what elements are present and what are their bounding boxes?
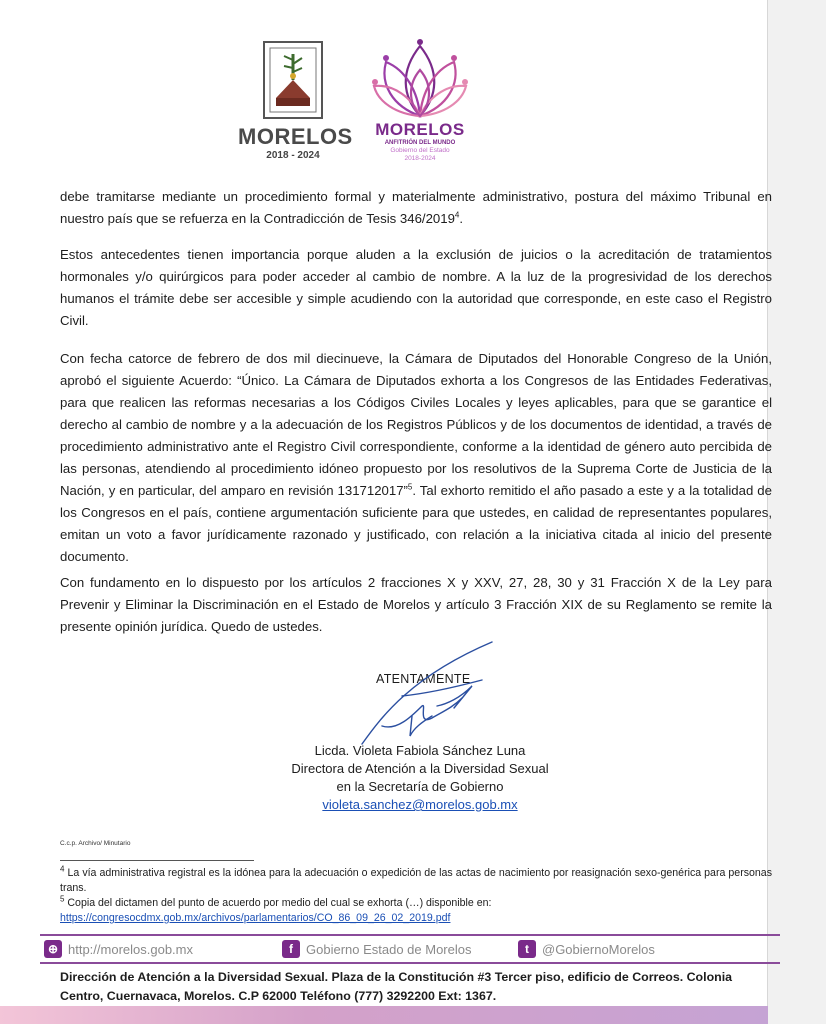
morelos-logo-years: 2018 - 2024 xyxy=(266,150,320,161)
footnote-5 xyxy=(60,896,772,926)
contact-facebook-text: Gobierno Estado de Morelos xyxy=(306,941,472,957)
globe-icon: ⊕ xyxy=(44,940,62,958)
paragraph-4 xyxy=(60,572,772,638)
anfitrion-gov-line: Gobierno del Estado xyxy=(390,147,450,154)
signer-title: Directora de Atención a la Diversidad Sexual xyxy=(291,761,549,776)
contact-facebook[interactable] xyxy=(282,940,471,958)
morelos-logo-text: MORELOS xyxy=(238,124,353,149)
signature-block xyxy=(270,742,570,814)
paragraph-2 xyxy=(60,244,772,332)
footnote-5-link[interactable]: https://congresocdmx.gob.mx/archivos/parlamentarios/CO_86_09_26_02_2019.pdf xyxy=(60,912,451,924)
signer-dept: en la Secretaría de Gobierno xyxy=(336,779,504,794)
paragraph-3-end: . Tal exhorto remitido el año pasado a este y a la totalidad de los Congresos en el país, contiene argumentación suficiente para que ustedes, en calidad de representantes populares, emitan un voto a favor jurídicamente razonado y justificado, con relación a la iniciativa citada al inicio del presente documento. xyxy=(60,483,772,564)
paragraph-2-text: Estos antecedentes tienen importancia porque aluden a la exclusión de juicios o la acreditación de tratamientos hormonales y/o quirúrgicos para poder acceder al cambio de nombre. A la luz de la progresividad de los derechos humanos el trámite debe ser accesible y simple acudiendo con la autoridad que corresponde, en este caso el Registro Civil. xyxy=(60,247,772,328)
footnote-4 xyxy=(60,866,772,896)
contact-twitter[interactable] xyxy=(518,940,655,958)
anfitrion-flower-logo xyxy=(372,36,468,126)
contact-bar xyxy=(40,934,780,964)
contact-web[interactable] xyxy=(44,940,193,958)
paragraph-3-text: Con fecha catorce de febrero de dos mil diecinueve, la Cámara de Diputados del Honorable Congreso de la Unión, aprobó el siguiente Acuerdo: “Único. La Cámara de Diputados exhorta a los Congresos de las Entidades Federativas, para que realicen las reformas necesarias a los Códigos Civiles Locales y leyes aplicables, para que se garantice el derecho al cambio de nombre y a la adecuación de los Registros Públicos y de los documentos de identidad, a través de procedimiento administrativo ante el Registro Civil correspondiente, conforme a la identidad de género auto percibida de las personas, atendiendo al procedimiento idóneo propuesto por los resolutivos de la Suprema Corte de Justicia de la Nación, y en particular, del amparo en revisión 131712017” xyxy=(60,351,772,498)
footnote-ref-5[interactable]: 5 xyxy=(407,482,413,492)
state-seal-logo xyxy=(262,40,324,120)
anfitrion-logo-subtitle: ANFITRIÓN DEL MUNDO xyxy=(384,140,456,146)
handwritten-signature xyxy=(342,636,502,754)
signer-name: Licda. Violeta Fabiola Sánchez Luna xyxy=(314,743,526,758)
anfitrion-years-line: 2018-2024 xyxy=(404,155,436,162)
anfitrion-logo-gov xyxy=(360,147,480,163)
footer-address: Dirección de Atención a la Diversidad Sexual. Plaza de la Constitución #3 Tercer piso, edificio de Correos. Colonia Centro, Cuernavaca, Morelos. C.P 62000 Teléfono (777) 3292200 Ext: 1367. xyxy=(60,970,733,1003)
footnotes xyxy=(60,866,772,926)
contact-web-text: http://morelos.gob.mx xyxy=(68,941,193,957)
paragraph-1-end: . xyxy=(459,211,464,226)
paragraph-1 xyxy=(60,186,772,230)
paragraph-4-text: Con fundamento en lo dispuesto por los artículos 2 fracciones X y XXV, 27, 28, 30 y 31 Fracción X de la Ley para Prevenir y Eliminar la Discriminación en el Estado de Morelos y artículo 3 Fracción XIX de su Reglamento se remite la presente opinión jurídica. Quedo de ustedes. xyxy=(60,575,772,634)
footnote-5-text: Copia del dictamen del punto de acuerdo por medio del cual se exhorta (…) disponible en: xyxy=(67,897,492,909)
footnote-divider xyxy=(60,860,254,861)
signer-email-link[interactable]: violeta.sanchez@morelos.gob.mx xyxy=(322,797,518,812)
footnote-5-mark: 5 xyxy=(60,894,65,904)
paragraph-3 xyxy=(60,348,772,568)
footnote-4-mark: 4 xyxy=(60,864,65,874)
twitter-icon: t xyxy=(518,940,536,958)
anfitrion-logo-text: MORELOS xyxy=(375,120,465,139)
facebook-icon: f xyxy=(282,940,300,958)
document-header xyxy=(0,36,826,166)
closing-text: ATENTAMENTE xyxy=(376,672,471,686)
footer-color-bar xyxy=(0,1006,768,1024)
footnote-ref-4[interactable]: 4 xyxy=(454,210,460,220)
footnote-4-text: La vía administrativa registral es la idónea para la adecuación o expedición de las actas de nacimiento por reasignación sexo-genérica para personas trans. xyxy=(60,867,772,894)
contact-twitter-text: @GobiernoMorelos xyxy=(542,941,655,957)
ccp-note: C.c.p. Archivo/ Minutario xyxy=(60,840,131,847)
paragraph-1-text: debe tramitarse mediante un procedimiento formal y materialmente administrativo, postura del máximo Tribunal en nuestro país que se refuerza en la Contradicción de Tesis 346/2019 xyxy=(60,189,772,226)
